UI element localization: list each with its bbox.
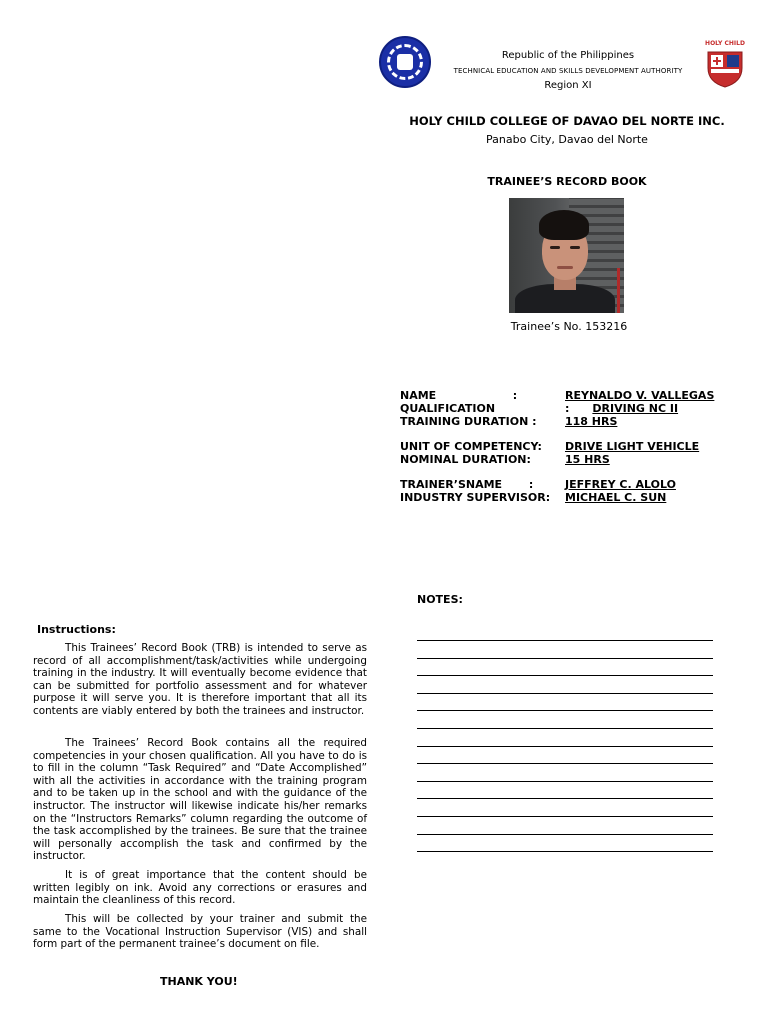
photo-lanyard <box>617 268 620 313</box>
photo-eye-left <box>550 246 560 249</box>
duration-value: 118 HRS <box>565 415 618 428</box>
supervisor-value: MICHAEL C. SUN <box>565 491 667 504</box>
photo-mouth <box>557 266 573 269</box>
nominal-value: 15 HRS <box>565 453 610 466</box>
trainee-photo <box>509 198 624 313</box>
unit-label: UNIT OF COMPETENCY: <box>400 440 542 453</box>
note-line <box>417 834 713 835</box>
note-line <box>417 728 713 729</box>
college-name: HOLY CHILD COLLEGE OF DAVAO DEL NORTE INC. <box>409 114 725 128</box>
instructions-paragraph-3: It is of great importance that the content should be written legibly on ink. Avoid any corrections or erasures and maintain the cleanliness of this record. <box>33 869 367 907</box>
photo-eye-right <box>570 246 580 249</box>
thank-you: THANK YOU! <box>160 975 238 988</box>
name-value: REYNALDO V. VALLEGAS <box>565 389 715 402</box>
note-line <box>417 763 713 764</box>
instructions-paragraph-4: This will be collected by your trainer and submit the same to the Vocational Instruction Supervisor (VIS) and shall form part of the permanent trainee’s document on file. <box>33 913 367 951</box>
note-line <box>417 798 713 799</box>
tesda-line: TECHNICAL EDUCATION AND SKILLS DEVELOPMENT AUTHORITY <box>453 67 683 75</box>
note-line <box>417 658 713 659</box>
notes-label: NOTES: <box>417 593 463 606</box>
trainee-number: Trainee’s No. 153216 <box>510 320 628 333</box>
region-line: Region XI <box>544 80 592 91</box>
qualification-label: QUALIFICATION <box>400 402 496 415</box>
qualification-value: : DRIVING NC II <box>565 402 679 415</box>
republic-line: Republic of the Philippines <box>501 50 635 61</box>
unit-value: DRIVE LIGHT VEHICLE <box>565 440 700 453</box>
qualification-value-text: DRIVING NC II <box>592 402 679 415</box>
instructions-paragraph-2: The Trainees’ Record Book contains all the required competencies in your chosen qualification. All you have to do is to fill in the column “Task Required” and “Date Accomplished” with all the activities in accordance with the training program and to be taken up in the school and with the guidance of the instructor. The instructor will likewise indicate his/her remarks on the “Instructors Remarks” column regarding the outcome of the task accomplished by the trainees. Be sure that the trainee will personally accomplish the task and confirmed by the instructor. <box>33 737 367 863</box>
holy-child-logo-text: HOLY CHILD <box>705 40 745 47</box>
instructions-heading: Instructions: <box>37 623 116 636</box>
instructions-paragraph-1: This Trainees’ Record Book (TRB) is intended to serve as record of all accomplishment/task/activities while undergoing training in the industry. It will eventually become evidence that can be submitted for portfolio assessment and for whatever purpose it will serve you. It is therefore important that all its contents are viably entered by both the trainees and instructor. <box>33 642 367 717</box>
photo-hair <box>539 210 589 240</box>
college-city: Panabo City, Davao del Norte <box>486 133 648 146</box>
note-line <box>417 851 713 852</box>
document-title: TRAINEE’S RECORD BOOK <box>487 175 647 188</box>
trainer-value: JEFFREY C. ALOLO <box>565 478 676 491</box>
note-line <box>417 710 713 711</box>
duration-label: TRAINING DURATION : <box>400 415 537 428</box>
note-line <box>417 640 713 641</box>
note-line <box>417 746 713 747</box>
note-line <box>417 675 713 676</box>
tesda-seal-core <box>397 54 413 70</box>
supervisor-label: INDUSTRY SUPERVISOR: <box>400 491 551 504</box>
name-label: NAME : <box>400 389 518 402</box>
nominal-label: NOMINAL DURATION: <box>400 453 531 466</box>
note-line <box>417 816 713 817</box>
trainer-label: TRAINER’SNAME : <box>400 478 534 491</box>
note-line <box>417 781 713 782</box>
note-line <box>417 693 713 694</box>
